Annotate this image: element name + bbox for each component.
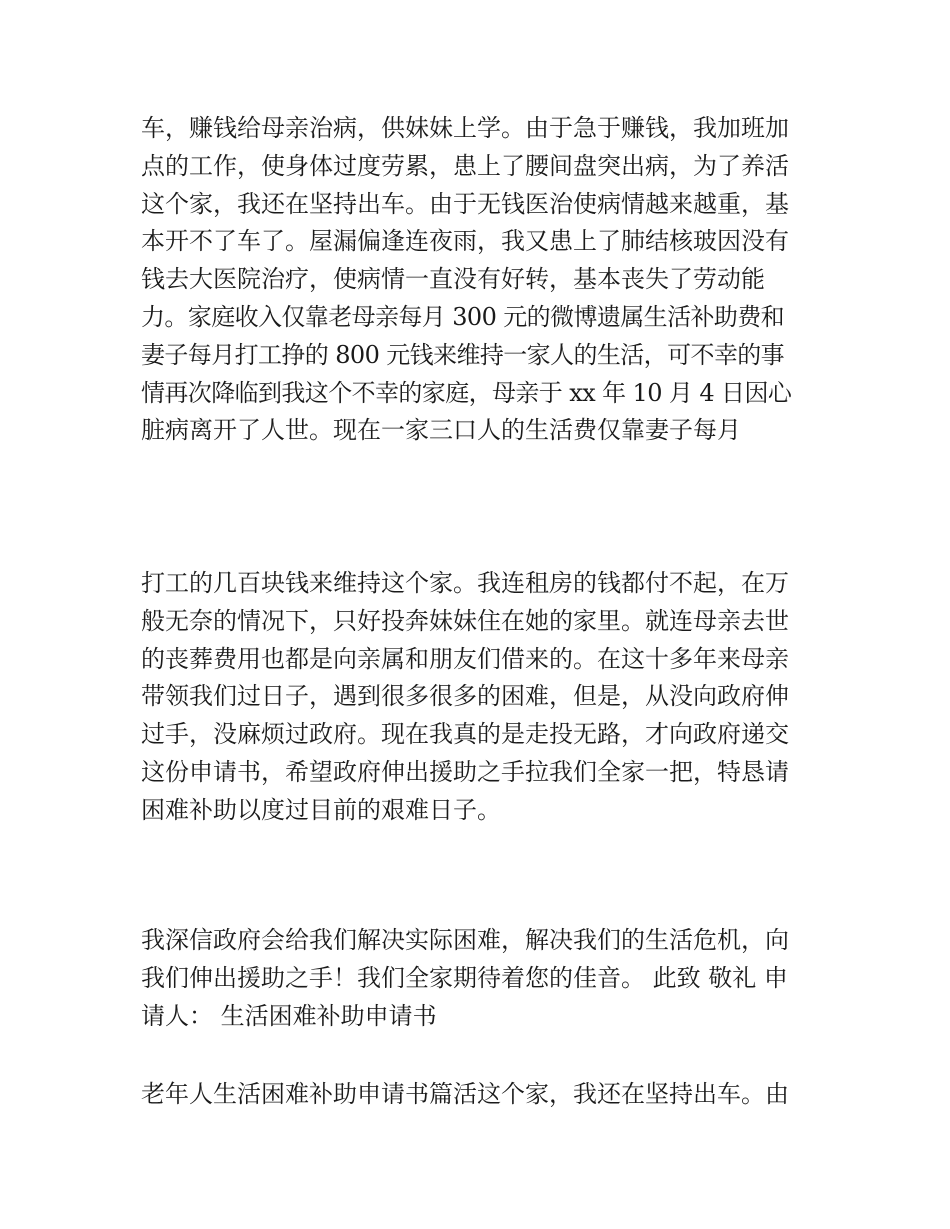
text-line: 情再次降临到我这个不幸的家庭，母亲于 xx 年 10 月 4 日因心 bbox=[141, 378, 792, 407]
text-line: 钱去大医院治疗，使病情一直没有好转，基本丧失了劳动能 bbox=[141, 265, 765, 294]
text-line: 打工的几百块钱来维持这个家。我连租房的钱都付不起，在万 bbox=[141, 569, 789, 597]
text-line: 老年人生活困难补助申请书篇活这个家，我还在坚持出车。由 bbox=[141, 1080, 789, 1108]
paragraph-2 bbox=[141, 565, 813, 830]
text-line: 这个家，我还在坚持出车。由于无钱医治使病情越来越重，基 bbox=[141, 189, 789, 218]
text-line: 我深信政府会给我们解决实际困难，解决我们的生活危机，向 bbox=[141, 926, 789, 954]
text-line: 过手，没麻烦过政府。现在我真的是走投无路，才向政府递交 bbox=[141, 720, 789, 749]
text-line: 般无奈的情况下，只好投奔妹妹住在她的家里。就连母亲去世 bbox=[141, 606, 789, 635]
text-line: 这份申请书，希望政府伸出援助之手拉我们全家一把，特恳请 bbox=[141, 757, 789, 786]
text-line: 的丧葬费用也都是向亲属和朋友们借来的。在这十多年来母亲 bbox=[141, 644, 789, 673]
paragraph-4 bbox=[141, 1076, 813, 1114]
text-line: 脏病离开了人世。现在一家三口人的生活费仅靠妻子每月 bbox=[141, 416, 741, 445]
text-line: 妻子每月打工挣的 800 元钱来维持一家人的生活，可不幸的事 bbox=[141, 340, 785, 369]
paragraph-3 bbox=[141, 922, 813, 1035]
paragraph-1 bbox=[141, 110, 813, 450]
text-line: 本开不了车了。屋漏偏逢连夜雨，我又患上了肺结核玻因没有 bbox=[141, 227, 789, 256]
text-line: 困难补助以度过目前的艰难日子。 bbox=[141, 795, 501, 824]
text-line: 力。家庭收入仅靠老母亲每月 300 元的微博遗属生活补助费和 bbox=[141, 302, 785, 331]
text-line: 带领我们过日子，遇到很多很多的困难，但是，从没向政府伸 bbox=[141, 682, 789, 711]
text-line: 点的工作，使身体过度劳累，患上了腰间盘突出病，为了养活 bbox=[141, 151, 789, 180]
text-line: 请人： 生活困难补助申请书 bbox=[141, 1001, 437, 1030]
text-line: 我们伸出援助之手！我们全家期待着您的佳音。 此致 敬礼 申 bbox=[141, 963, 788, 992]
text-line: 车，赚钱给母亲治病，供妹妹上学。由于急于赚钱，我加班加 bbox=[141, 114, 789, 142]
